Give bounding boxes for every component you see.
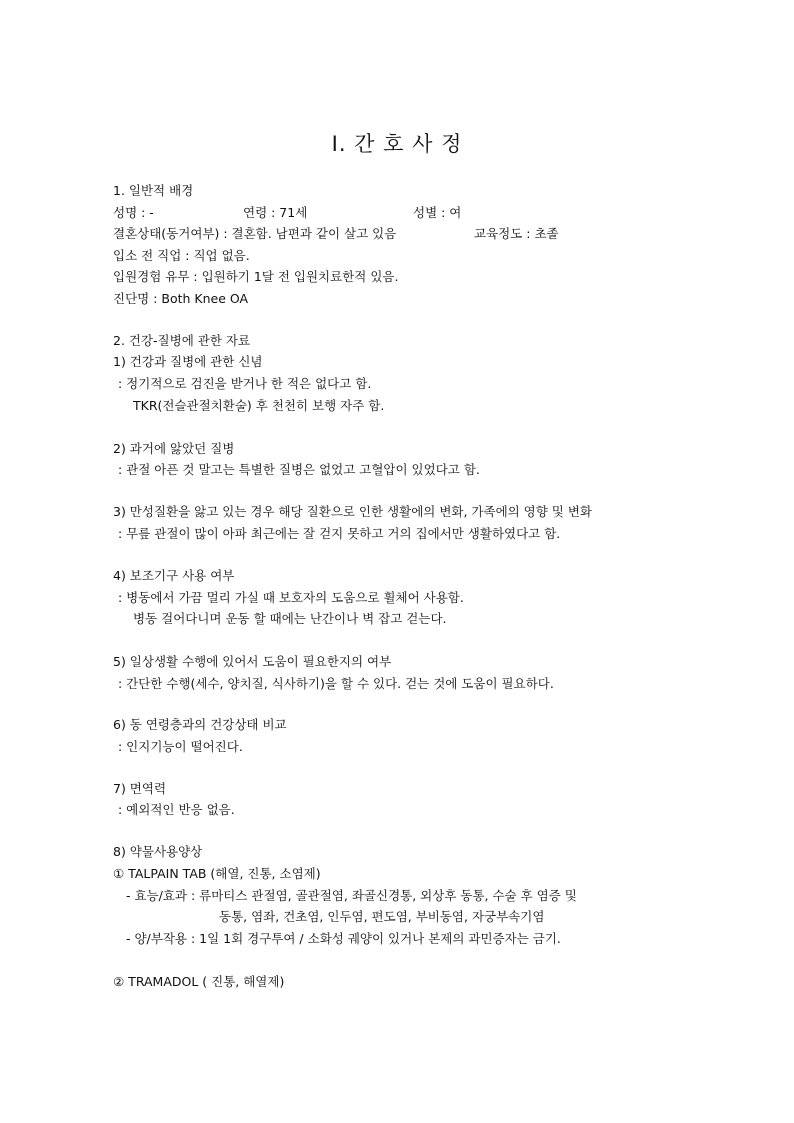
answer-3: : 무릎 관절이 많이 아파 최근에는 잘 걷지 못하고 거의 집에서만 생활하였다고 함. [118, 526, 561, 541]
drug-1-effect-line-2: 동통, 염좌, 건초염, 인두염, 편도염, 부비동염, 자궁부속기염 [219, 909, 545, 924]
field-diagnosis: 진단명 : Both Knee OA [113, 291, 249, 306]
drug-1-dose: - 양/부작용 : 1일 1회 경구투여 / 소화성 궤양이 있거나 본제의 과민증자는 금기. [126, 931, 561, 946]
answer-4-line-1: : 병동에서 가끔 멀리 가실 때 보호자의 도움으로 휠체어 사용함. [118, 590, 464, 605]
section-heading-health: 2. 건강-질병에 관한 자료 [113, 333, 251, 348]
field-marriage: 결혼상태(동거여부) : 결혼함. 남편과 같이 살고 있음 [113, 226, 397, 241]
answer-5: : 간단한 수행(세수, 양치질, 식사하기)을 할 수 있다. 걷는 것에 도움이 필요하다. [118, 676, 554, 691]
answer-1-line-1: : 정기적으로 검진을 받거나 한 적은 없다고 함. [118, 376, 372, 391]
question-2: 2) 과거에 앓았던 질병 [113, 441, 235, 456]
answer-1-line-2: TKR(전슬관절치환술) 후 천천히 보행 자주 함. [133, 398, 385, 413]
field-education: 교육정도 : 초졸 [474, 226, 559, 241]
question-6: 6) 동 연령층과의 건강상태 비교 [113, 717, 287, 732]
question-5: 5) 일상생활 수행에 있어서 도움이 필요한지의 여부 [113, 654, 392, 669]
question-8: 8) 약물사용양상 [113, 844, 203, 859]
answer-7: : 예외적인 반응 없음. [118, 802, 235, 817]
page-title: Ⅰ. 간 호 사 정 [331, 132, 463, 156]
question-4: 4) 보조기구 사용 여부 [113, 568, 235, 583]
question-1: 1) 건강과 질병에 관한 신념 [113, 354, 263, 369]
field-sex: 성별 : 여 [413, 205, 462, 220]
answer-4-line-2: 병동 걸어다니며 운동 할 때에는 난간이나 벽 잡고 걷는다. [133, 611, 447, 626]
question-3: 3) 만성질환을 앓고 있는 경우 해당 질환으로 인한 생활에의 변화, 가족에의 영향 및 변화 [113, 504, 593, 519]
drug-2-title: ② TRAMADOL ( 진통, 해열제) [113, 974, 285, 989]
drug-1-title: ① TALPAIN TAB (해열, 진통, 소염제) [113, 866, 321, 881]
answer-2: : 관절 아픈 것 말고는 특별한 질병은 없었고 고혈압이 있었다고 함. [118, 462, 480, 477]
question-7: 7) 면역력 [113, 781, 167, 796]
field-age: 연령 : 71세 [243, 205, 308, 220]
section-heading-general: 1. 일반적 배경 [113, 183, 194, 198]
field-admission: 입원경험 유무 : 입원하기 1달 전 입원치료한적 있음. [113, 269, 399, 284]
field-job: 입소 전 직업 : 직업 없음. [113, 248, 250, 263]
field-name: 성명 : - [113, 205, 154, 220]
drug-1-effect-line-1: - 효능/효과 : 류마티스 관절염, 골관절염, 좌골신경통, 외상후 동통, 수술 후 염증 및 [126, 888, 577, 903]
answer-6: : 인지기능이 떨어진다. [118, 739, 243, 754]
